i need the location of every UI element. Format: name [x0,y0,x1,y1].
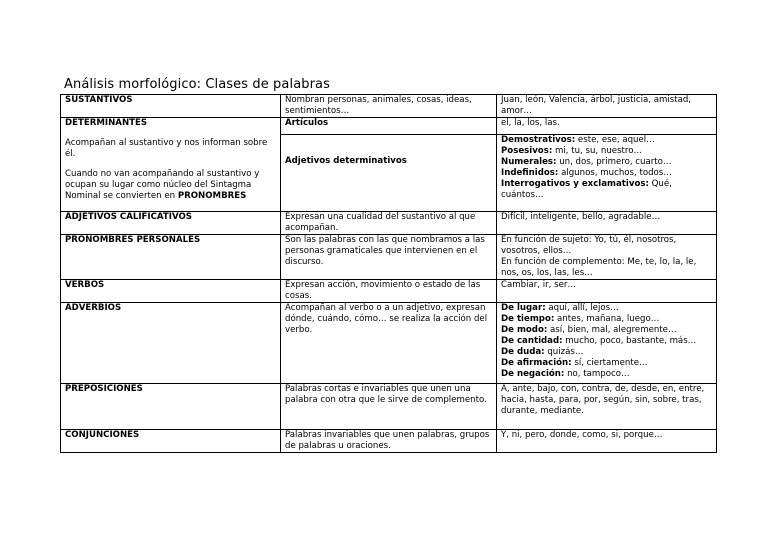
document-title: Análisis morfológico: Clases de palabras [64,77,330,92]
examples-pronombres-complemento: En función de complemento: Me, te, lo, la, le, nos, os, los, las, les… [501,257,697,278]
word-classes-table [60,94,717,453]
list-item [501,135,713,146]
description-adverbios: Acompañan al verbo o a un adjetivo, expresan dónde, cuándo, cómo… se realiza la acción del verbo. [285,303,488,335]
item-label: De tiempo: [501,314,555,324]
examples-verbos: Cambiar, ir, ser… [501,280,577,290]
class-name-preposiciones: PREPOSICIONES [65,384,143,394]
list-item [501,179,713,201]
description-cell [281,430,497,453]
class-name-cell [61,303,281,384]
item-label: De afirmación: [501,358,572,368]
examples-cell [497,95,717,118]
description-cell [281,303,497,384]
item-text: este, ese, aquel… [575,135,655,145]
class-name-pronombres-personales: PRONOMBRES PERSONALES [65,235,201,245]
item-label: Indefinidos: [501,168,559,178]
description-adjetivos-calificativos: Expresan una cualidad del sustantivo al que acompañan. [285,212,476,233]
class-name-determinantes: DETERMINANTES [65,118,148,128]
item-text: algunos, muchos, todos… [558,168,672,178]
item-text: sí, ciertamente… [571,358,648,368]
list-item [501,157,713,168]
description-sustantivos: Nombran personas, animales, cosas, ideas, sentimientos… [285,95,472,116]
examples-cell [497,212,717,235]
subtype-adjetivos-determinativos: Adjetivos determinativos [285,155,407,166]
item-label: Interrogativos y exclamativos: [501,179,649,189]
table-row-preposiciones [61,384,717,430]
examples-cell [497,280,717,303]
examples-cell [497,135,717,212]
class-name-sustantivos: SUSTANTIVOS [65,95,133,105]
determinantes-note [65,169,277,202]
class-name-conjunciones: CONJUNCIONES [65,430,140,440]
list-item [501,146,713,157]
examples-cell [497,118,717,135]
item-text: antes, mañana, luego… [554,314,660,324]
table-row-verbos [61,280,717,303]
table-row-determinantes-articulos [61,118,717,135]
class-name-cell [61,212,281,235]
item-label: De modo: [501,325,548,335]
description-cell [281,235,497,280]
class-name-cell [61,118,281,212]
class-name-adjetivos-calificativos: ADJETIVOS CALIFICATIVOS [65,212,192,222]
item-text: mi, tu, su, nuestro… [552,146,643,156]
table-row-sustantivos [61,95,717,118]
examples-cell [497,235,717,280]
description-verbos: Expresan acción, movimiento o estado de las cosas. [285,280,481,301]
item-text: quizás… [544,347,584,357]
item-text: aquí, allí, lejos… [545,303,619,313]
item-label: De negación: [501,369,565,379]
item-text: Qué, cuántos… [501,179,672,200]
description-cell [281,280,497,303]
examples-cell [497,430,717,453]
class-name-cell [61,430,281,453]
table-row-adjetivos-calificativos [61,212,717,235]
examples-conjunciones: Y, ni, pero, donde, como, si, porque… [501,430,663,440]
description-cell [281,212,497,235]
item-label: De cantidad: [501,336,563,346]
class-name-cell [61,95,281,118]
examples-pronombres-sujeto: En función de sujeto: Yo, tú, él, nosotros, vosotros, ellos… [501,235,677,256]
item-label: Numerales: [501,157,557,167]
subtype-cell [281,118,497,135]
examples-cell [497,303,717,384]
class-name-adverbios: ADVERBIOS [65,303,122,313]
item-label: De lugar: [501,303,546,313]
examples-cell [497,384,717,430]
list-item [501,303,713,314]
examples-articulos: el, la, los, las. [501,118,560,128]
table-row-adverbios [61,303,717,384]
item-text: así, bien, mal, alegremente… [547,325,677,335]
table-row-conjunciones [61,430,717,453]
description-conjunciones: Palabras invariables que unen palabras, grupos de palabras u oraciones. [285,430,490,451]
item-text: mucho, poco, bastante, más… [562,336,697,346]
item-label: Posesivos: [501,146,553,156]
determinantes-note-text: Cuando no van acompañando al sustantivo y ocupan su lugar como núcleo del Sintagma Nominal se convierten en [65,169,260,201]
list-item [501,168,713,179]
list-item [501,369,713,380]
description-preposiciones: Palabras cortas e invariables que unen una palabra con otra que le sirve de complemento. [285,384,487,405]
examples-adjetivos-calificativos: Difícil, inteligente, bello, agradable… [501,212,661,222]
subtype-cell [281,135,497,212]
class-name-verbos: VERBOS [65,280,105,290]
item-label: Demostrativos: [501,135,576,145]
table-row-pronombres-personales [61,235,717,280]
description-cell [281,384,497,430]
class-name-cell [61,384,281,430]
examples-preposiciones: A, ante, bajo, con, contra, de, desde, en, entre, hacia, hasta, para, por, según, sin, sobre, tras, durante, mediante. [501,384,705,416]
subtype-articulos: Artículos [285,118,329,128]
determinantes-note-pronombres: PRONOMBRES [177,191,247,201]
examples-sustantivos: Juan, león, Valencia, árbol, justicia, amistad, amor… [501,95,692,116]
description-cell [281,95,497,118]
determinantes-definition: Acompañan al sustantivo y nos informan sobre él. [65,138,268,159]
list-item [501,314,713,325]
item-label: De duda: [501,347,545,357]
item-text: un, dos, primero, cuarto… [556,157,672,167]
list-item [501,347,713,358]
class-name-cell [61,280,281,303]
list-item [501,325,713,336]
list-item [501,336,713,347]
description-pronombres-personales: Son las palabras con las que nombramos a las personas gramaticales que intervienen en el discurso. [285,235,485,267]
item-text: no, tampoco… [564,369,630,379]
class-name-cell [61,235,281,280]
list-item [501,358,713,369]
